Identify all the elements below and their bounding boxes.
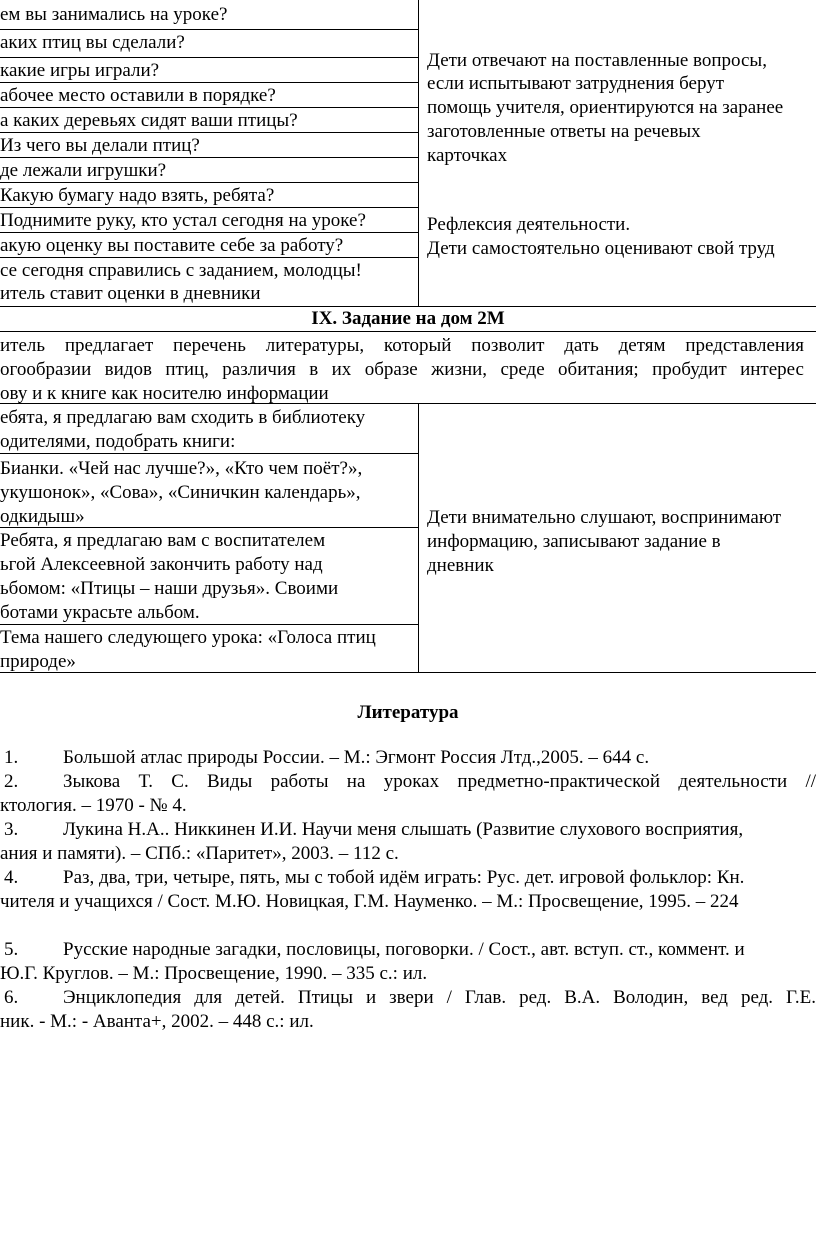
homework-intro-line: итель предлагает перечень литературы, который позволит дать детям представления bbox=[0, 335, 804, 356]
reflection-question: Какую бумагу надо взять, ребята? bbox=[0, 185, 275, 206]
homework-response: Дети внимательно слушают, воспринимают bbox=[427, 507, 782, 528]
homework-response: информацию, записывают задание в bbox=[427, 531, 721, 552]
homework-intro bbox=[0, 334, 804, 357]
homework-intro bbox=[0, 358, 804, 381]
homework-response: дневник bbox=[427, 555, 494, 576]
table-border bbox=[0, 82, 418, 83]
literature-number: 1. bbox=[4, 747, 19, 768]
literature-entry bbox=[63, 986, 816, 1009]
literature-number: 6. bbox=[4, 987, 19, 1008]
reflection-activity: Дети самостоятельно оценивают свой труд bbox=[427, 238, 775, 259]
literature-number: 2. bbox=[4, 771, 19, 792]
table-divider bbox=[418, 403, 419, 672]
reflection-question: а каких деревьях сидят ваши птицы? bbox=[0, 110, 298, 131]
literature-entry: Лукина Н.А.. Никкинен И.И. Научи меня слышать (Развитие слухового восприятия, bbox=[63, 819, 744, 840]
literature-number: 5. bbox=[4, 939, 19, 960]
reflection-question: ем вы занимались на уроке? bbox=[0, 4, 228, 25]
homework-task: одителями, подобрать книги: bbox=[0, 431, 236, 452]
homework-task: Бианки. «Чей нас лучше?», «Кто чем поёт?», bbox=[0, 458, 363, 479]
literature-entry bbox=[63, 770, 816, 793]
literature-entry: Большой атлас природы России. – М.: Эгмонт Россия Лтд.,2005. – 644 с. bbox=[63, 747, 650, 768]
table-border bbox=[0, 29, 418, 30]
reflection-answer: заготовленные ответы на речевых bbox=[427, 121, 701, 142]
table-border bbox=[0, 453, 418, 454]
table-border bbox=[0, 207, 418, 208]
homework-intro-line: огообразии видов птиц, различия в их образе жизни, среде обитания; пробудит интерес bbox=[0, 359, 804, 380]
reflection-answer: Дети отвечают на поставленные вопросы, bbox=[427, 50, 767, 71]
literature-entry: Ю.Г. Круглов. – М.: Просвещение, 1990. – 335 с.: ил. bbox=[0, 963, 428, 984]
reflection-question: Поднимите руку, кто устал сегодня на уроке? bbox=[0, 210, 366, 231]
reflection-activity: Рефлексия деятельности. bbox=[427, 214, 631, 235]
homework-header: IX. Задание на дом 2М bbox=[311, 308, 505, 329]
homework-task: ебята, я предлагаю вам сходить в библиотеку bbox=[0, 407, 366, 428]
literature-entry: чителя и учащихся / Сост. М.Ю. Новицкая, Г.М. Науменко. – М.: Просвещение, 1995. – 224 bbox=[0, 891, 739, 912]
literature-entry: ник. - М.: - Аванта+, 2002. – 448 с.: ил. bbox=[0, 1011, 314, 1032]
table-border bbox=[0, 624, 418, 625]
homework-task: ьбомом: «Птицы – наши друзья». Своими bbox=[0, 578, 339, 599]
reflection-question: де лежали игрушки? bbox=[0, 160, 167, 181]
reflection-answer: карточках bbox=[427, 145, 508, 166]
literature-entry-line: Энциклопедия для детей. Птицы и звери / Глав. ред. В.А. Володин, вед ред. Г.Е. bbox=[63, 987, 816, 1008]
literature-entry: Раз, два, три, четыре, пять, мы с тобой идём играть: Рус. дет. игровой фольклор: Кн. bbox=[63, 867, 745, 888]
reflection-question: какие игры играли? bbox=[0, 60, 160, 81]
literature-entry-line: Зыкова Т. С. Виды работы на уроках предметно-практической деятельности // bbox=[63, 771, 816, 792]
table-border bbox=[0, 232, 418, 233]
homework-task: укушонок», «Сова», «Синичкин календарь», bbox=[0, 482, 361, 503]
table-border bbox=[0, 182, 418, 183]
table-divider bbox=[418, 0, 419, 306]
reflection-answer: если испытывают затруднения берут bbox=[427, 73, 725, 94]
table-border bbox=[0, 132, 418, 133]
literature-entry: ания и памяти). – СПб.: «Паритет», 2003. – 112 с. bbox=[0, 843, 399, 864]
literature-number: 4. bbox=[4, 867, 19, 888]
table-border bbox=[0, 107, 418, 108]
literature-title: Литература bbox=[357, 702, 459, 723]
reflection-question: аких птиц вы сделали? bbox=[0, 32, 185, 53]
homework-task: Тема нашего следующего урока: «Голоса птиц bbox=[0, 627, 376, 648]
table-border bbox=[0, 331, 816, 332]
reflection-answer: помощь учителя, ориентируются на заранее bbox=[427, 97, 784, 118]
literature-entry: Русские народные загадки, пословицы, поговорки. / Сост., авт. вступ. ст., коммент. и bbox=[63, 939, 745, 960]
reflection-question: Из чего вы делали птиц? bbox=[0, 135, 200, 156]
literature-number: 3. bbox=[4, 819, 19, 840]
reflection-question: акую оценку вы поставите себе за работу? bbox=[0, 235, 344, 256]
table-border bbox=[0, 57, 418, 58]
reflection-closing: итель ставит оценки в дневники bbox=[0, 283, 261, 304]
table-border bbox=[0, 257, 418, 258]
homework-task: ьгой Алексеевной закончить работу над bbox=[0, 554, 323, 575]
reflection-closing: се сегодня справились с заданием, молодцы! bbox=[0, 260, 362, 281]
table-border bbox=[0, 672, 816, 673]
reflection-question: абочее место оставили в порядке? bbox=[0, 85, 276, 106]
homework-task: ботами украсьте альбом. bbox=[0, 602, 200, 623]
literature-entry: ктология. – 1970 - № 4. bbox=[0, 795, 187, 816]
homework-intro-line: ову и к книге как носителю информации bbox=[0, 383, 329, 404]
homework-task: Ребята, я предлагаю вам с воспитателем bbox=[0, 530, 326, 551]
homework-task: природе» bbox=[0, 651, 76, 672]
table-border bbox=[0, 157, 418, 158]
homework-task: одкидыш» bbox=[0, 506, 85, 527]
